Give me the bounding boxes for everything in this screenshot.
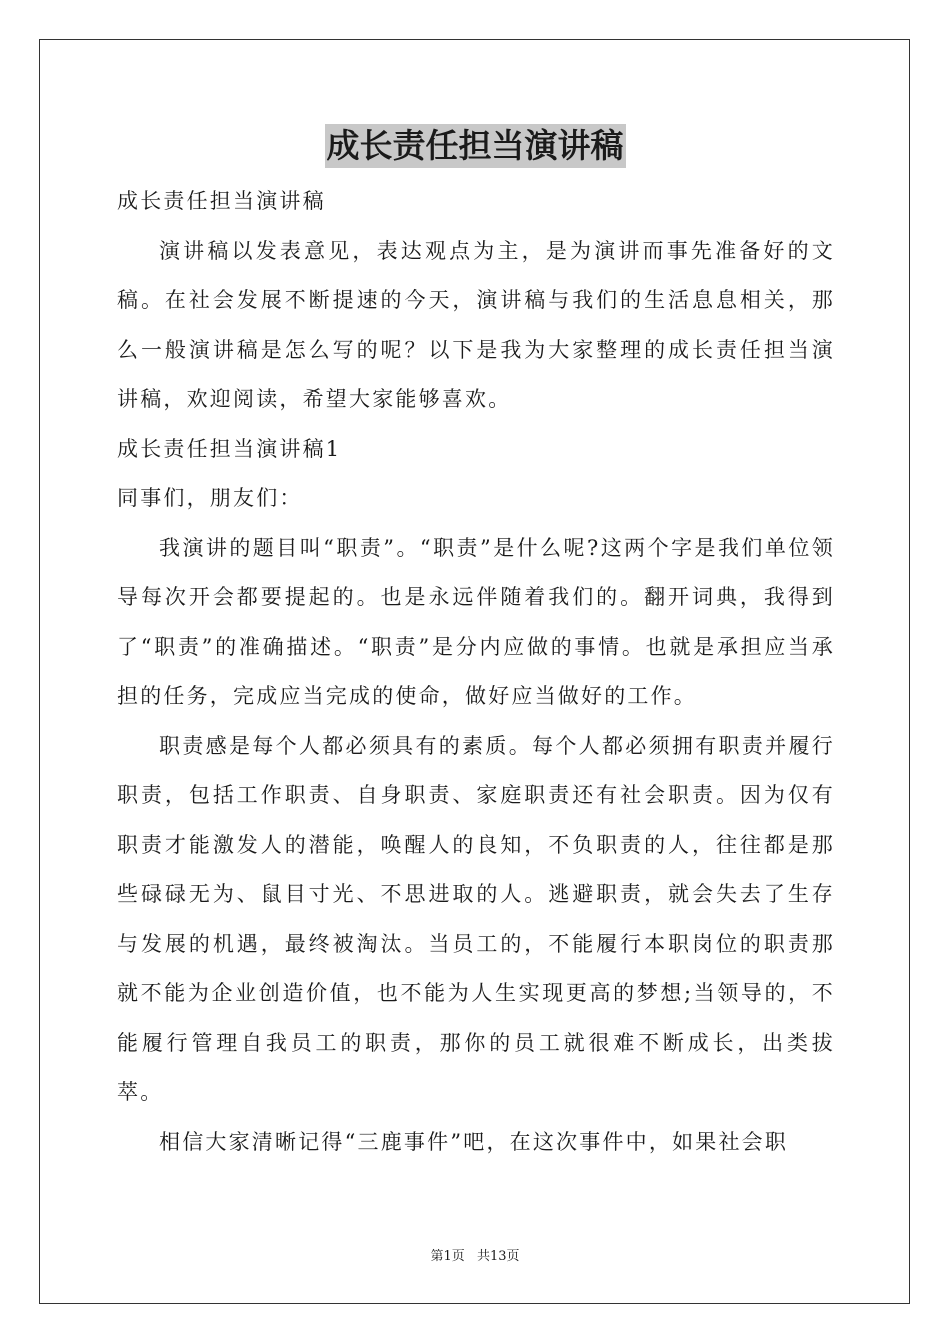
greeting-line: 同事们，朋友们： [117,486,303,510]
body-paragraph-3: 相信大家清晰记得“三鹿事件”吧，在这次事件中，如果社会职 [159,1129,789,1154]
title-wrap [0,124,950,168]
intro-paragraph: 演讲稿以发表意见，表达观点为主，是为演讲而事先准备好的文稿。在社会发展不断提速的今天，演讲稿与我们的生活息息相关，那么一般演讲稿是怎么写的呢？以下是我为大家整理的成长责任担当演讲稿，欢迎阅读，希望大家能够喜欢。 [117,238,835,411]
page-total: 共13页 [476,1249,520,1264]
body-paragraph-2: 职责感是每个人都必须具有的素质。每个人都必须拥有职责并履行职责，包括工作职责、自身职责、家庭职责还有社会职责。因为仅有职责才能激发人的潜能，唤醒人的良知，不负职责的人，往往都是那些碌碌无为、鼠目寸光、不思进取的人。逃避职责，就会失去了生存与发展的机遇，最终被淘汰。当员工的，不能履行本职岗位的职责那就不能为企业创造价值，也不能为人生实现更高的梦想;当领导的，不能履行管理自我员工的职责，那你的员工就很难不断成长，出类拔萃。 [117,733,835,1104]
section-heading: 成长责任担当演讲稿1 [117,436,342,461]
document-body [117,177,835,1167]
page-number: 第1页 [430,1249,465,1264]
document-title: 成长责任担当演讲稿 [325,124,626,168]
body-paragraph-1: 我演讲的题目叫“职责”。“职责”是什么呢?这两个字是我们单位领导每次开会都要提起的。也是永远伴随着我们的。翻开词典，我得到了“职责”的准确描述。“职责”是分内应做的事情。也就是承担应当承担的任务，完成应当完成的使命，做好应当做好的工作。 [117,535,835,708]
document-subtitle: 成长责任担当演讲稿 [117,189,326,213]
page-footer [0,1248,950,1266]
